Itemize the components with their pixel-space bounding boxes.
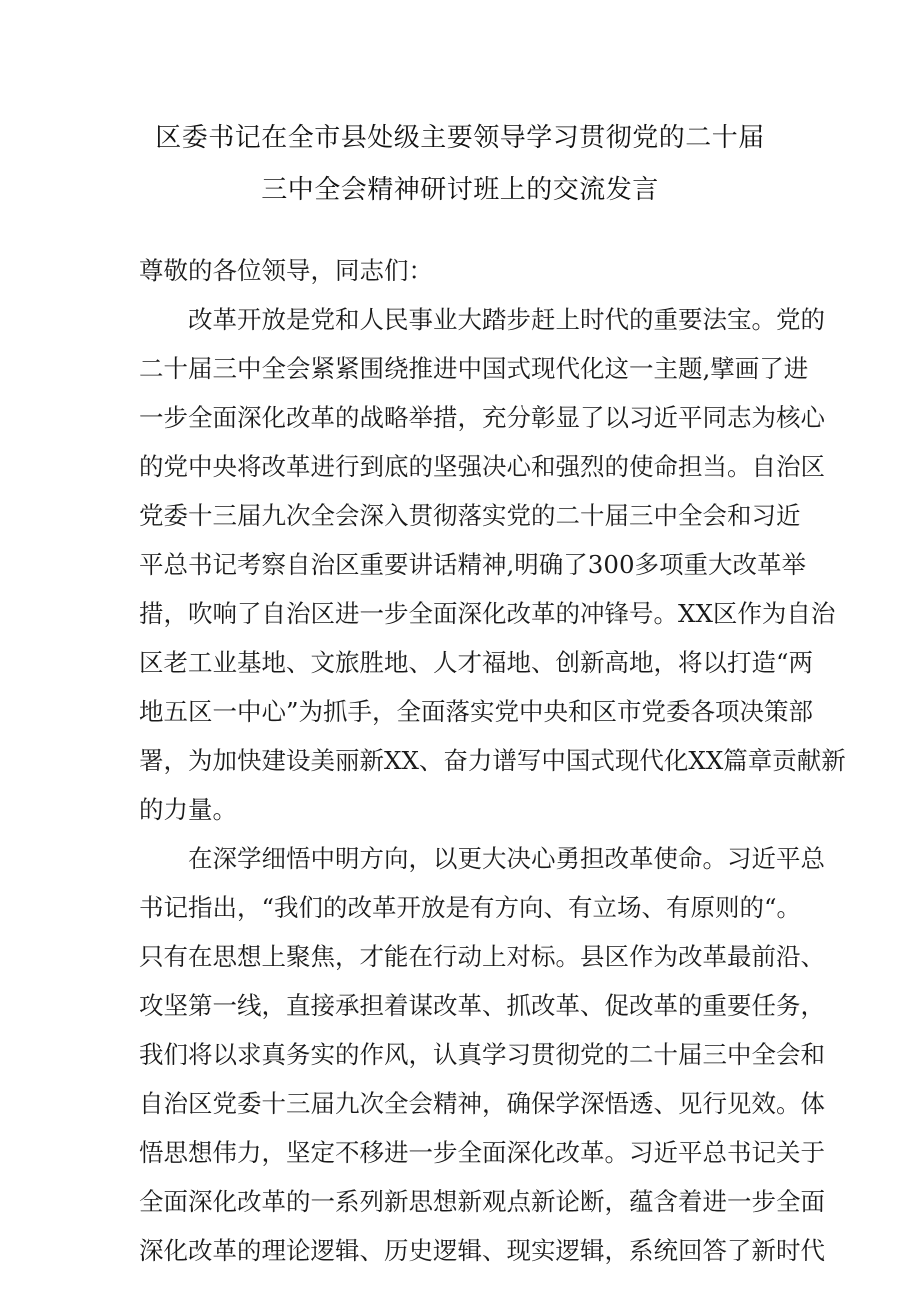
paragraph-line: 改革开放是党和人民事业大踏步赶上时代的重要法宝。党的 <box>188 305 825 334</box>
paragraph-line: 署，为加快建设美丽新XX、奋力谱写中国式现代化XX篇章贡献新 <box>139 746 846 775</box>
paragraph-line: 平总书记考察自治区重要讲话精神,明确了300多项重大改革举 <box>139 550 807 579</box>
paragraph-line: 悟思想伟力，坚定不移进一步全面深化改革。习近平总书记关于 <box>139 1138 825 1167</box>
paragraph-line: 措，吹响了自治区进一步全面深化改革的冲锋号。XX区作为自治 <box>139 599 836 628</box>
salutation: 尊敬的各位领导，同志们： <box>139 256 433 285</box>
paragraph-line: 的党中央将改革进行到底的坚强决心和强烈的使命担当。自治区 <box>139 452 825 481</box>
paragraph-line: 攻坚第一线，直接承担着谋改革、抓改革、促改革的重要任务， <box>139 991 825 1020</box>
paragraph-line: 党委十三届九次全会深入贯彻落实党的二十届三中全会和习近 <box>139 501 801 530</box>
paragraph-line: 二十届三中全会紧紧围绕推进中国式现代化这一主题,擘画了进 <box>139 354 809 383</box>
document-title-line-1: 区委书记在全市县处级主要领导学习贯彻党的二十届 <box>155 123 765 153</box>
paragraph-line: 区老工业基地、文旅胜地、人才福地、创新高地，将以打造“两 <box>139 648 814 677</box>
paragraph-line: 全面深化改革的一系列新思想新观点新论断，蕴含着进一步全面 <box>139 1187 825 1216</box>
paragraph-line: 我们将以求真务实的作风，认真学习贯彻党的二十届三中全会和 <box>139 1040 825 1069</box>
paragraph-line: 深化改革的理论逻辑、历史逻辑、现实逻辑，系统回答了新时代 <box>139 1236 825 1265</box>
paragraph-line: 只有在思想上聚焦，才能在行动上对标。县区作为改革最前沿、 <box>139 942 825 971</box>
paragraph-line: 地五区一中心”为抓手，全面落实党中央和区市党委各项决策部 <box>139 697 814 726</box>
paragraph-line: 在深学细悟中明方向，以更大决心勇担改革使命。习近平总 <box>188 844 825 873</box>
paragraph-line: 一步全面深化改革的战略举措，充分彰显了以习近平同志为核心 <box>139 403 825 432</box>
paragraph-line: 书记指出，“我们的改革开放是有方向、有立场、有原则的“。 <box>139 893 802 922</box>
paragraph-line: 自治区党委十三届九次全会精神，确保学深悟透、见行见效。体 <box>139 1089 825 1118</box>
paragraph-line: 的力量。 <box>139 795 237 824</box>
document-title-line-2: 三中全会精神研讨班上的交流发言 <box>261 175 659 205</box>
